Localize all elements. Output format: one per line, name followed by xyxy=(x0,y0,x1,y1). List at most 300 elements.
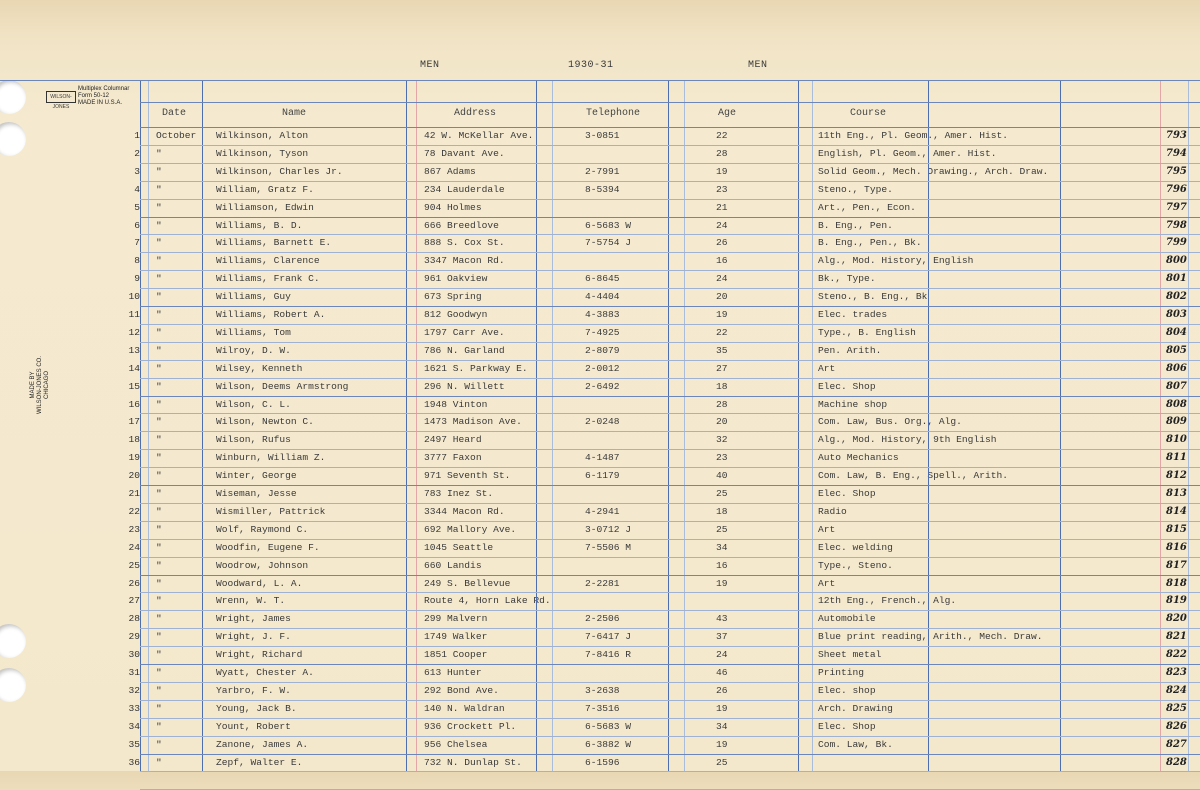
address-cell: 1473 Madison Ave. xyxy=(424,416,522,428)
row-rule xyxy=(140,610,1200,611)
row-number: 2 xyxy=(134,147,140,159)
name-cell: Wilson, Rufus xyxy=(216,434,291,446)
address-cell: 961 Oakview xyxy=(424,273,488,285)
name-cell: Wilkinson, Tyson xyxy=(216,147,309,159)
name-cell: Woodward, L. A. xyxy=(216,577,303,589)
age-cell: 24 xyxy=(716,219,728,231)
column-rule xyxy=(202,80,203,771)
name-cell: Young, Jack B. xyxy=(216,702,297,714)
table-row xyxy=(0,628,1200,646)
course-cell: Sheet metal xyxy=(818,649,882,661)
name-cell: Woodrow, Johnson xyxy=(216,559,309,571)
handwritten-number: 821 xyxy=(1166,631,1187,643)
date-cell: " xyxy=(156,309,162,320)
name-cell: Williams, Guy xyxy=(216,291,291,303)
row-rule xyxy=(140,771,1200,772)
course-cell: Com. Law, B. Eng., Spell., Arith. xyxy=(818,470,1008,482)
date-cell: " xyxy=(156,344,162,356)
name-cell: Wilson, Newton C. xyxy=(216,416,314,428)
name-cell: Williamson, Edwin xyxy=(216,201,314,213)
table-row xyxy=(0,306,1200,324)
age-cell: 40 xyxy=(716,470,728,482)
row-number: 20 xyxy=(128,470,140,482)
row-number: 34 xyxy=(128,720,140,732)
row-number: 30 xyxy=(128,649,140,661)
course-cell: Pen. Arith. xyxy=(818,344,882,356)
telephone-cell: 4-1487 xyxy=(585,452,620,464)
column-rule xyxy=(1188,80,1189,771)
handwritten-number: 827 xyxy=(1166,738,1187,750)
age-cell: 19 xyxy=(716,309,728,320)
address-cell: 3777 Faxon xyxy=(424,452,482,464)
name-cell: Wyatt, Chester A. xyxy=(216,667,314,678)
course-cell: Elec. welding xyxy=(818,541,893,553)
address-cell: 3344 Macon Rd. xyxy=(424,505,505,517)
telephone-cell: 2-0012 xyxy=(585,362,620,374)
side-line: CHICAGO xyxy=(44,371,50,400)
address-cell: 660 Landis xyxy=(424,559,482,571)
name-cell: Woodfin, Eugene F. xyxy=(216,541,320,553)
column-rule xyxy=(668,80,669,771)
handwritten-number: 794 xyxy=(1166,147,1187,159)
age-cell: 34 xyxy=(716,541,728,553)
handwritten-number: 797 xyxy=(1166,201,1187,213)
table-row xyxy=(0,503,1200,521)
row-rule xyxy=(140,628,1200,629)
table-row xyxy=(0,557,1200,575)
row-number: 23 xyxy=(128,523,140,535)
col-header-address: Address xyxy=(454,108,497,119)
course-cell: Blue print reading, Arith., Mech. Draw. xyxy=(818,631,1043,643)
handwritten-number: 802 xyxy=(1166,291,1187,303)
address-cell: 971 Seventh St. xyxy=(424,470,511,482)
name-cell: Wilson, C. L. xyxy=(216,398,291,410)
address-cell: 140 N. Waldran xyxy=(424,702,505,714)
telephone-cell: 6-1179 xyxy=(585,470,620,482)
handwritten-number: 818 xyxy=(1166,577,1187,589)
row-rule xyxy=(140,467,1200,468)
address-cell: 956 Chelsea xyxy=(424,738,488,750)
handwritten-number: 816 xyxy=(1166,541,1187,553)
handwritten-number: 800 xyxy=(1166,255,1187,267)
table-row xyxy=(0,145,1200,163)
age-cell: 28 xyxy=(716,398,728,410)
course-cell: Type., B. English xyxy=(818,326,916,338)
row-rule xyxy=(140,306,1200,307)
handwritten-number: 793 xyxy=(1166,130,1187,141)
course-cell: Com. Law, Bk. xyxy=(818,738,893,750)
course-cell: Alg., Mod. History, 9th English xyxy=(818,434,997,446)
course-cell: English, Pl. Geom., Amer. Hist. xyxy=(818,147,997,159)
course-cell: Steno., B. Eng., Bk xyxy=(818,291,928,303)
col-header-course: Course xyxy=(850,108,887,119)
table-row xyxy=(0,181,1200,199)
binder-hole xyxy=(0,80,26,114)
row-rule xyxy=(140,449,1200,450)
address-cell: 673 Spring xyxy=(424,291,482,303)
row-rule xyxy=(140,539,1200,540)
table-row xyxy=(0,217,1200,235)
table-row xyxy=(0,610,1200,628)
date-cell: " xyxy=(156,684,162,696)
row-number: 28 xyxy=(128,613,140,625)
row-number: 4 xyxy=(134,183,140,195)
column-rule xyxy=(1160,80,1161,771)
age-cell: 19 xyxy=(716,702,728,714)
row-rule xyxy=(140,199,1200,200)
course-cell: Arch. Drawing xyxy=(818,702,893,714)
telephone-cell: 6-5683 W xyxy=(585,720,632,732)
date-cell: " xyxy=(156,255,162,267)
name-cell: Wilroy, D. W. xyxy=(216,344,291,356)
table-row xyxy=(0,646,1200,664)
name-cell: Yount, Robert xyxy=(216,720,291,732)
date-cell: " xyxy=(156,183,162,195)
row-rule xyxy=(140,485,1200,486)
side-line: MADE BY xyxy=(30,371,36,399)
col-header-telephone: Telephone xyxy=(586,108,641,119)
age-cell: 16 xyxy=(716,559,728,571)
date-cell: " xyxy=(156,702,162,714)
date-cell: " xyxy=(156,147,162,159)
course-cell: Elec. Shop xyxy=(818,380,876,392)
address-cell: 936 Crockett Pl. xyxy=(424,720,517,732)
row-rule xyxy=(140,413,1200,414)
age-cell: 24 xyxy=(716,649,728,661)
table-row xyxy=(0,754,1200,772)
date-cell: " xyxy=(156,380,162,392)
column-rule xyxy=(536,80,537,771)
row-rule xyxy=(140,288,1200,289)
row-number: 1 xyxy=(134,130,140,141)
row-rule xyxy=(140,163,1200,164)
header-left-label: MEN xyxy=(420,60,440,71)
age-cell: 22 xyxy=(716,130,728,141)
address-cell: 1797 Carr Ave. xyxy=(424,326,505,338)
row-number: 21 xyxy=(128,488,140,499)
handwritten-number: 819 xyxy=(1166,595,1187,607)
age-cell: 28 xyxy=(716,147,728,159)
name-cell: Williams, B. D. xyxy=(216,219,303,231)
age-cell: 25 xyxy=(716,488,728,499)
date-cell: " xyxy=(156,291,162,303)
telephone-cell: 7-8416 R xyxy=(585,649,632,661)
name-cell: Wilkinson, Charles Jr. xyxy=(216,165,343,177)
course-cell: Com. Law, Bus. Org., Alg. xyxy=(818,416,962,428)
handwritten-number: 805 xyxy=(1166,344,1187,356)
column-rule xyxy=(812,80,813,771)
address-cell: 783 Inez St. xyxy=(424,488,494,499)
date-cell: " xyxy=(156,541,162,553)
course-cell: Elec. trades xyxy=(818,309,888,320)
telephone-cell: 2-7991 xyxy=(585,165,620,177)
header-rule xyxy=(0,80,1200,81)
age-cell: 20 xyxy=(716,291,728,303)
telephone-cell: 6-3882 W xyxy=(585,738,632,750)
age-cell: 16 xyxy=(716,255,728,267)
age-cell: 34 xyxy=(716,720,728,732)
row-number: 25 xyxy=(128,559,140,571)
row-number: 19 xyxy=(128,452,140,464)
table-row xyxy=(0,592,1200,610)
row-number: 5 xyxy=(134,201,140,213)
handwritten-number: 820 xyxy=(1166,613,1187,625)
age-cell: 21 xyxy=(716,201,728,213)
date-cell: " xyxy=(156,559,162,571)
table-row xyxy=(0,449,1200,467)
course-cell: Auto Mechanics xyxy=(818,452,899,464)
course-cell: Art xyxy=(818,523,836,535)
course-cell: Art xyxy=(818,577,836,589)
name-cell: Wolf, Raymond C. xyxy=(216,523,309,535)
name-cell: Wright, James xyxy=(216,613,291,625)
age-cell: 22 xyxy=(716,326,728,338)
column-rule xyxy=(416,80,417,771)
table-row xyxy=(0,431,1200,449)
address-cell: 296 N. Willett xyxy=(424,380,505,392)
handwritten-number: 824 xyxy=(1166,684,1187,696)
row-rule xyxy=(140,575,1200,576)
telephone-cell: 7-5506 M xyxy=(585,541,632,553)
table-row xyxy=(0,467,1200,485)
course-cell: Elec. Shop xyxy=(818,488,876,499)
date-cell: " xyxy=(156,273,162,285)
name-cell: Wiseman, Jesse xyxy=(216,488,297,499)
date-cell: " xyxy=(156,738,162,750)
telephone-cell: 2-8079 xyxy=(585,344,620,356)
age-cell: 43 xyxy=(716,613,728,625)
date-cell: " xyxy=(156,756,162,768)
telephone-cell: 2-0248 xyxy=(585,416,620,428)
date-cell: " xyxy=(156,613,162,625)
name-cell: Wright, J. F. xyxy=(216,631,291,643)
row-rule xyxy=(140,396,1200,397)
address-cell: 1851 Cooper xyxy=(424,649,488,661)
table-row xyxy=(0,413,1200,431)
address-cell: 786 N. Garland xyxy=(424,344,505,356)
telephone-cell: 6-1596 xyxy=(585,756,620,768)
name-cell: Williams, Barnett E. xyxy=(216,237,332,249)
course-cell: B. Eng., Pen., Bk. xyxy=(818,237,922,249)
course-cell: Bk., Type. xyxy=(818,273,876,285)
name-cell: Wright, Richard xyxy=(216,649,303,661)
date-cell: " xyxy=(156,434,162,446)
table-row xyxy=(0,575,1200,593)
handwritten-number: 806 xyxy=(1166,362,1187,374)
name-cell: Winburn, William Z. xyxy=(216,452,326,464)
column-rule xyxy=(406,80,407,771)
name-cell: Williams, Tom xyxy=(216,326,291,338)
course-cell: Solid Geom., Mech. Drawing., Arch. Draw. xyxy=(818,165,1049,177)
name-cell: Wrenn, W. T. xyxy=(216,595,286,607)
age-cell: 19 xyxy=(716,577,728,589)
course-cell: Machine shop xyxy=(818,398,888,410)
handwritten-number: 817 xyxy=(1166,559,1187,571)
course-cell: Automobile xyxy=(818,613,876,625)
col-header-date: Date xyxy=(162,108,187,119)
row-number: 14 xyxy=(128,362,140,374)
address-cell: 249 S. Bellevue xyxy=(424,577,511,589)
course-cell: B. Eng., Pen. xyxy=(818,219,893,231)
table-row xyxy=(0,664,1200,682)
row-number: 26 xyxy=(128,577,140,589)
telephone-cell: 4-4404 xyxy=(585,291,620,303)
row-rule xyxy=(140,664,1200,665)
row-rule xyxy=(140,503,1200,504)
row-number: 12 xyxy=(128,326,140,338)
date-cell: " xyxy=(156,667,162,678)
name-cell: William, Gratz F. xyxy=(216,183,314,195)
table-row xyxy=(0,234,1200,252)
table-row xyxy=(0,324,1200,342)
handwritten-number: 815 xyxy=(1166,523,1187,535)
date-cell: " xyxy=(156,201,162,213)
address-cell: 78 Davant Ave. xyxy=(424,147,505,159)
name-cell: Winter, George xyxy=(216,470,297,482)
row-number: 35 xyxy=(128,738,140,750)
row-rule xyxy=(140,646,1200,647)
address-cell: 666 Breedlove xyxy=(424,219,499,231)
address-cell: 904 Holmes xyxy=(424,201,482,213)
table-row xyxy=(0,700,1200,718)
telephone-cell: 4-2941 xyxy=(585,505,620,517)
course-cell: Radio xyxy=(818,505,847,517)
row-rule xyxy=(140,521,1200,522)
table-row xyxy=(0,718,1200,736)
table-row xyxy=(0,736,1200,754)
table-row xyxy=(0,288,1200,306)
row-rule xyxy=(140,718,1200,719)
table-row xyxy=(0,199,1200,217)
address-cell: 732 N. Dunlap St. xyxy=(424,756,522,768)
handwritten-number: 828 xyxy=(1166,756,1187,768)
row-number: 33 xyxy=(128,702,140,714)
age-cell: 23 xyxy=(716,452,728,464)
handwritten-number: 798 xyxy=(1166,219,1187,231)
course-cell: 11th Eng., Pl. Geom., Amer. Hist. xyxy=(818,130,1008,141)
date-cell: " xyxy=(156,631,162,643)
row-number: 31 xyxy=(128,667,140,678)
address-cell: 613 Hunter xyxy=(424,667,482,678)
name-cell: Wismiller, Pattrick xyxy=(216,505,326,517)
age-cell: 27 xyxy=(716,362,728,374)
side-line: WILSON-JONES CO. xyxy=(37,356,43,415)
row-number: 17 xyxy=(128,416,140,428)
handwritten-number: 803 xyxy=(1166,309,1187,320)
row-number: 15 xyxy=(128,380,140,392)
age-cell: 19 xyxy=(716,738,728,750)
table-row xyxy=(0,127,1200,145)
date-cell: October xyxy=(156,130,197,141)
stamp-line: Multiplex Columnar xyxy=(78,86,130,92)
course-cell: Art xyxy=(818,362,836,374)
address-cell: 1621 S. Parkway E. xyxy=(424,362,528,374)
name-cell: Yarbro, F. W. xyxy=(216,684,291,696)
course-cell: Printing xyxy=(818,667,865,678)
telephone-cell: 3-0851 xyxy=(585,130,620,141)
row-rule xyxy=(140,181,1200,182)
handwritten-number: 813 xyxy=(1166,488,1187,499)
name-cell: Zanone, James A. xyxy=(216,738,309,750)
age-cell: 20 xyxy=(716,416,728,428)
date-cell: " xyxy=(156,523,162,535)
telephone-cell: 3-0712 J xyxy=(585,523,632,535)
row-number: 24 xyxy=(128,541,140,553)
row-rule xyxy=(140,700,1200,701)
col-header-name: Name xyxy=(282,108,307,119)
date-cell: " xyxy=(156,416,162,428)
row-rule xyxy=(140,217,1200,218)
row-rule xyxy=(140,145,1200,146)
date-cell: " xyxy=(156,452,162,464)
age-cell: 23 xyxy=(716,183,728,195)
address-cell: 42 W. McKellar Ave. xyxy=(424,130,534,141)
row-rule xyxy=(140,754,1200,755)
telephone-cell: 7-4925 xyxy=(585,326,620,338)
handwritten-number: 810 xyxy=(1166,434,1187,446)
address-cell: 1749 Walker xyxy=(424,631,488,643)
date-cell: " xyxy=(156,326,162,338)
address-cell: 3347 Macon Rd. xyxy=(424,255,505,267)
row-number: 18 xyxy=(128,434,140,446)
column-rule xyxy=(552,80,553,771)
handwritten-number: 799 xyxy=(1166,237,1187,249)
telephone-cell: 2-2506 xyxy=(585,613,620,625)
date-cell: " xyxy=(156,219,162,231)
address-cell: 692 Mallory Ave. xyxy=(424,523,517,535)
row-rule xyxy=(140,378,1200,379)
row-number: 7 xyxy=(134,237,140,249)
handwritten-number: 814 xyxy=(1166,505,1187,517)
telephone-cell: 2-6492 xyxy=(585,380,620,392)
address-cell: 2497 Heard xyxy=(424,434,482,446)
table-row xyxy=(0,682,1200,700)
handwritten-number: 795 xyxy=(1166,165,1187,177)
course-cell: Steno., Type. xyxy=(818,183,893,195)
name-cell: Wilsey, Kenneth xyxy=(216,362,303,374)
row-rule xyxy=(140,324,1200,325)
age-cell: 24 xyxy=(716,273,728,285)
handwritten-number: 804 xyxy=(1166,326,1187,338)
handwritten-number: 801 xyxy=(1166,273,1187,285)
row-number: 32 xyxy=(128,684,140,696)
age-cell: 35 xyxy=(716,344,728,356)
row-rule xyxy=(140,270,1200,271)
table-row xyxy=(0,342,1200,360)
date-cell: " xyxy=(156,577,162,589)
date-cell: " xyxy=(156,237,162,249)
row-rule xyxy=(140,557,1200,558)
age-cell: 19 xyxy=(716,165,728,177)
header-rule xyxy=(140,102,1200,103)
telephone-cell: 8-5394 xyxy=(585,183,620,195)
row-rule xyxy=(140,234,1200,235)
course-cell: Elec. shop xyxy=(818,684,876,696)
handwritten-number: 808 xyxy=(1166,398,1187,410)
age-cell: 26 xyxy=(716,684,728,696)
row-rule xyxy=(140,252,1200,253)
name-cell: Williams, Robert A. xyxy=(216,309,326,320)
telephone-cell: 6-5683 W xyxy=(585,219,632,231)
address-cell: Route 4, Horn Lake Rd. xyxy=(424,595,551,607)
row-rule xyxy=(140,431,1200,432)
telephone-cell: 2-2281 xyxy=(585,577,620,589)
table-row xyxy=(0,539,1200,557)
row-rule xyxy=(140,360,1200,361)
age-cell: 25 xyxy=(716,523,728,535)
handwritten-number: 822 xyxy=(1166,649,1187,661)
telephone-cell: 3-2638 xyxy=(585,684,620,696)
